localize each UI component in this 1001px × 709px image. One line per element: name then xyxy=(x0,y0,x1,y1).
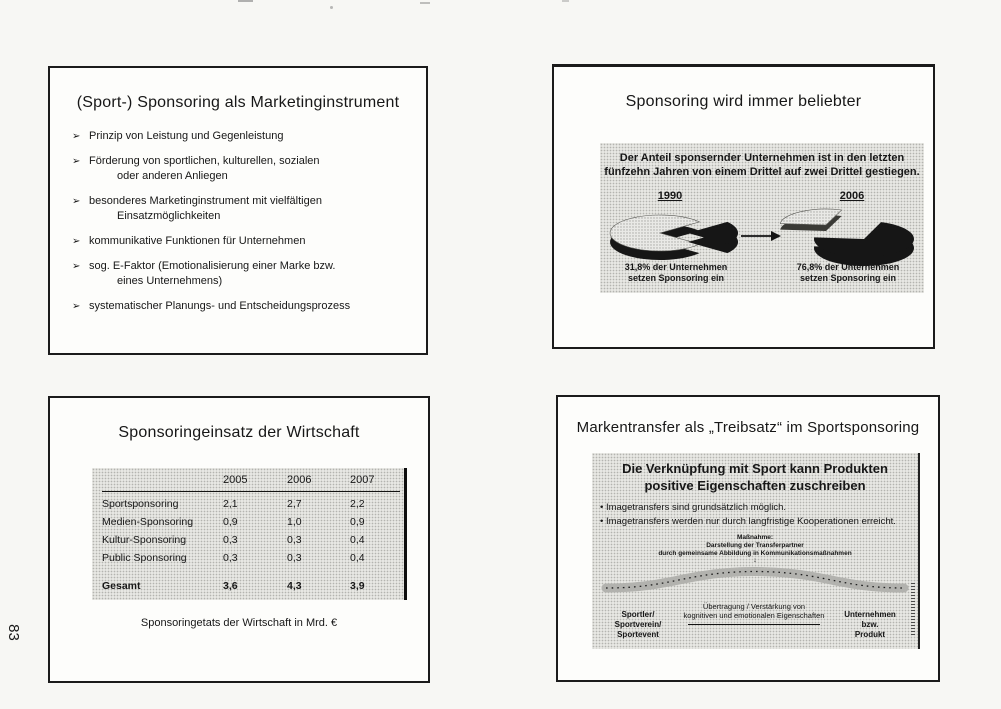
bullet-text-cont: eines Unternehmens) xyxy=(117,275,223,287)
arrow-bullet-icon: ➢ xyxy=(72,301,81,312)
sponsoring-table xyxy=(92,468,407,600)
total-cell: 4,3 xyxy=(287,580,302,592)
table-cell: 0,3 xyxy=(287,552,302,564)
label-company-side: Unternehmen bzw. Produkt xyxy=(844,610,896,639)
total-cell: 3,6 xyxy=(223,580,238,592)
arrow-bullet-icon: ➢ xyxy=(72,131,81,142)
arrow-bullet-icon: ➢ xyxy=(72,196,81,207)
scan-artifact xyxy=(330,6,333,9)
vertical-source-marker xyxy=(911,583,915,635)
row-label: Sportsponsoring xyxy=(102,498,179,510)
bullet-item xyxy=(72,259,412,289)
row-label: Public Sponsoring xyxy=(102,552,187,564)
table-cell: 0,4 xyxy=(350,534,365,546)
slide1-title: (Sport-) Sponsoring als Marketinginstrument xyxy=(76,94,400,111)
table-cell: 0,4 xyxy=(350,552,365,564)
table-header: 2007 xyxy=(350,474,400,492)
table-spacer xyxy=(102,564,400,573)
bullet-text-cont: oder anderen Anliegen xyxy=(117,170,228,182)
bullet-text: Förderung von sportlichen, kulturellen, sozialen xyxy=(89,155,320,167)
table-header: 2005 xyxy=(223,474,287,492)
table-caption: Sponsoringetats der Wirtschaft in Mrd. € xyxy=(140,617,338,629)
bullet-text: besonderes Marketinginstrument mit vielfältigen xyxy=(89,195,322,207)
bullet-item xyxy=(72,234,412,249)
table-corner-cell xyxy=(102,474,223,492)
slide4-bullet-list xyxy=(600,501,914,529)
table-cell: 2,2 xyxy=(350,498,365,510)
bullet-item: • Imagetransfers werden nur durch langfristige Kooperationen erreicht. xyxy=(600,516,896,527)
table-header: 2006 xyxy=(287,474,350,492)
bullet-item xyxy=(72,129,412,144)
bullet-text: systematischer Planungs- und Entscheidungsprozess xyxy=(89,300,351,312)
slide4-title: Markentransfer als „Treibsatz“ im Sportsponsoring xyxy=(576,419,920,436)
label-transfer-center: Übertragung / Verstärkung von kognitiven und emotionalen Eigenschaften xyxy=(678,602,830,640)
slide3-title: Sponsoringeinsatz der Wirtschaft xyxy=(118,424,360,441)
down-arrow-icon: ↓ xyxy=(753,557,757,564)
scan-artifact xyxy=(562,0,569,2)
page-number: 83 xyxy=(4,624,22,641)
caption-1990: 31,8% der Unternehmen setzen Sponsoring ein xyxy=(624,262,728,283)
transfer-diagram-labels xyxy=(598,602,910,640)
pie-chart-1990 xyxy=(602,205,752,267)
table-cell: 2,7 xyxy=(287,498,302,510)
table-cell: 0,9 xyxy=(223,516,238,528)
transfer-line xyxy=(688,624,820,625)
arrow-right-icon xyxy=(740,228,782,244)
total-label: Gesamt xyxy=(102,580,141,592)
bullet-text: kommunikative Funktionen für Unternehmen xyxy=(89,235,306,247)
scan-artifact xyxy=(420,2,430,4)
bullet-text: sog. E-Faktor (Emotionalisierung einer Marke bzw. xyxy=(89,260,336,272)
slide1-bullet-list xyxy=(72,129,412,314)
slide2-gray-box xyxy=(600,143,924,293)
slide2-lead-text: Der Anteil sponsernder Unternehmen ist in den letzten fünfzehn Jahren von einem Drittel auf zwei Drittel gestiegen. xyxy=(604,152,920,178)
label-sport-side: Sportler/ Sportverein/ Sportevent xyxy=(614,610,662,639)
pie-chart-2006 xyxy=(780,205,930,267)
year-label-2006: 2006 xyxy=(839,190,865,202)
table-cell: 0,9 xyxy=(350,516,365,528)
table-cell: 0,3 xyxy=(287,534,302,546)
measure-note: Maßnahme: Darstellung der Transferpartner durch gemeinsame Abbildung in Kommunikationsmaßnahmen xyxy=(658,534,852,557)
slide-markentransfer xyxy=(556,395,940,682)
transfer-arc-graphic xyxy=(600,565,910,595)
slide-sponsoring-beliebter xyxy=(552,64,935,349)
slide4-gray-box xyxy=(592,453,920,649)
dot-bullet-icon: • xyxy=(600,516,604,527)
slide4-headline: Die Verknüpfung mit Sport kann Produkten positive Eigenschaften zuschreiben xyxy=(622,461,888,493)
arrow-bullet-icon: ➢ xyxy=(72,236,81,247)
scan-artifact xyxy=(238,0,253,2)
slide-sponsoring-als-marketinginstrument xyxy=(48,66,428,355)
table-cell: 1,0 xyxy=(287,516,302,528)
year-label-1990: 1990 xyxy=(657,190,683,202)
table-cell: 0,3 xyxy=(223,552,238,564)
caption-2006: 76,8% der Unternehmen setzen Sponsoring ein xyxy=(796,262,900,283)
table-cell: 0,3 xyxy=(223,534,238,546)
slide-sponsoringeinsatz xyxy=(48,396,430,683)
bullet-item: • Imagetransfers sind grundsätzlich möglich. xyxy=(600,502,787,513)
table-cell: 2,1 xyxy=(223,498,238,510)
bullet-text-cont: Einsatzmöglichkeiten xyxy=(117,210,221,222)
arrow-bullet-icon: ➢ xyxy=(72,156,81,167)
slide2-title: Sponsoring wird immer beliebter xyxy=(625,93,862,110)
total-cell: 3,9 xyxy=(350,580,365,592)
dot-bullet-icon: • xyxy=(600,502,604,513)
arrow-bullet-icon: ➢ xyxy=(72,261,81,272)
bullet-item xyxy=(72,299,412,314)
bullet-item xyxy=(72,154,412,184)
bullet-item xyxy=(72,194,412,224)
bullet-text: Prinzip von Leistung und Gegenleistung xyxy=(89,130,284,142)
row-label: Medien-Sponsoring xyxy=(102,516,194,528)
row-label: Kultur-Sponsoring xyxy=(102,534,187,546)
